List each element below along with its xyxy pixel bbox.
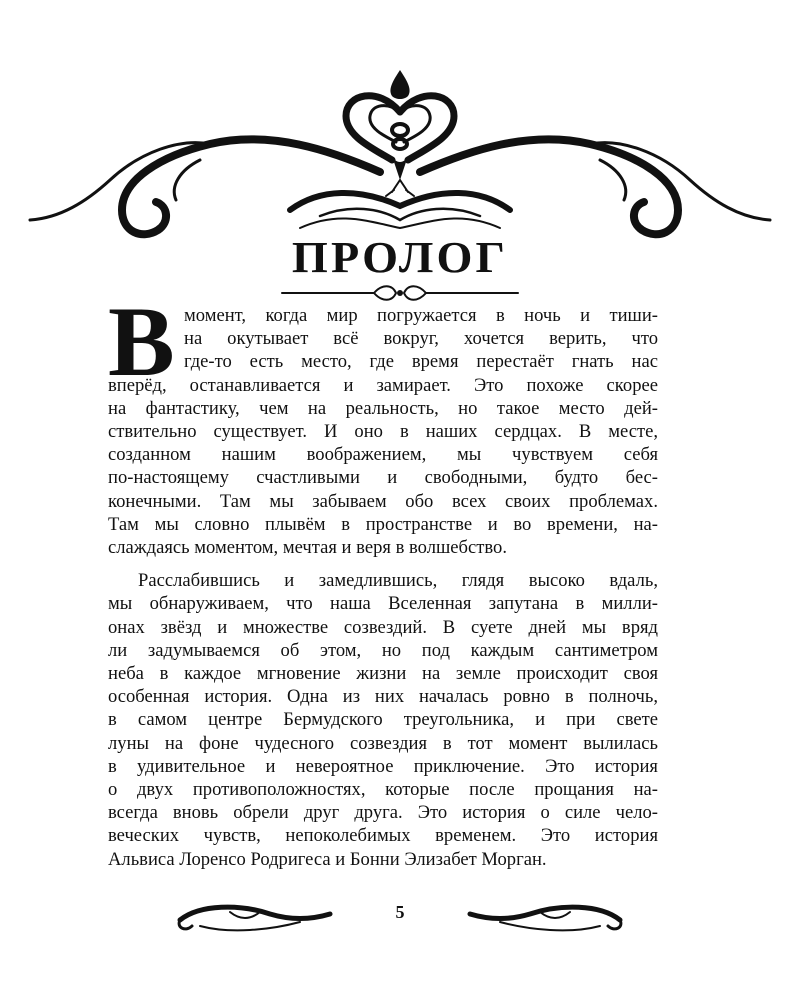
chapter-title: ПРОЛОГ — [291, 233, 509, 282]
text-line: о двух противоположностях, которые после прощания на- — [108, 779, 658, 801]
text-line: где-то есть место, где время перестаёт гнать нас — [184, 351, 658, 373]
text-line: Там мы словно плывём в пространстве и во времени, на- — [108, 513, 658, 535]
text-line: в удивительное и невероятное приключение. Это история — [108, 755, 658, 777]
title-underline-icon — [278, 282, 522, 304]
text-line: созданном нашим воображением, мы чувствуем себя — [108, 444, 658, 466]
text-line: по-настоящему счастливыми и свободными, будто бес- — [108, 467, 658, 489]
text-line: неба в каждое мгновение жизни на земле происходит своя — [108, 663, 658, 685]
text-line: ствительно существует. И оно в наших сердцах. В месте, — [108, 421, 658, 443]
body-text — [108, 304, 658, 871]
paragraph-2 — [108, 569, 658, 871]
text-line: мы обнаруживаем, что наша Вселенная запутана в милли- — [108, 593, 658, 615]
text-line: луны на фоне чудесного созвездия в тот момент вылилась — [108, 732, 658, 754]
page-number: 5 — [395, 902, 405, 922]
text-line: особенная история. Одна из них началась ровно в полночь, — [108, 686, 658, 708]
drop-cap: В — [108, 286, 175, 397]
text-line: Альвиса Лоренсо Родригеса и Бонни Элизабет Морган. — [108, 848, 547, 870]
text-line: Расслабившись и замедлившись, глядя высоко вдаль, — [138, 570, 658, 592]
text-line: момент, когда мир погружается в ночь и тиши- — [184, 305, 658, 326]
text-line: на фантастику, чем на реальность, но такое место дей- — [108, 397, 658, 419]
text-line: слаждаясь моментом, мечтая и веря в волшебство. — [108, 537, 507, 559]
text-line: вперёд, останавливается и замирает. Это похоже скорее — [108, 374, 658, 396]
top-ornament-icon — [0, 60, 800, 260]
text-line: в самом центре Бермудского треугольника, и при свете — [108, 709, 658, 731]
text-line: конечными. Там мы забываем обо всех своих проблемах. — [108, 490, 658, 512]
text-line: на окутывает всё вокруг, хочется верить, что — [184, 328, 658, 350]
text-line: веческих чувств, непоколебимых временем. Это история — [108, 825, 658, 847]
text-line: ли задумываемся об этом, но под каждым сантиметром — [108, 639, 658, 661]
text-line: всегда вновь обрели друг друга. Это история о силе чело- — [108, 802, 658, 824]
text-line: онах звёзд и множестве созвездий. В суете дней мы вряд — [108, 616, 658, 638]
